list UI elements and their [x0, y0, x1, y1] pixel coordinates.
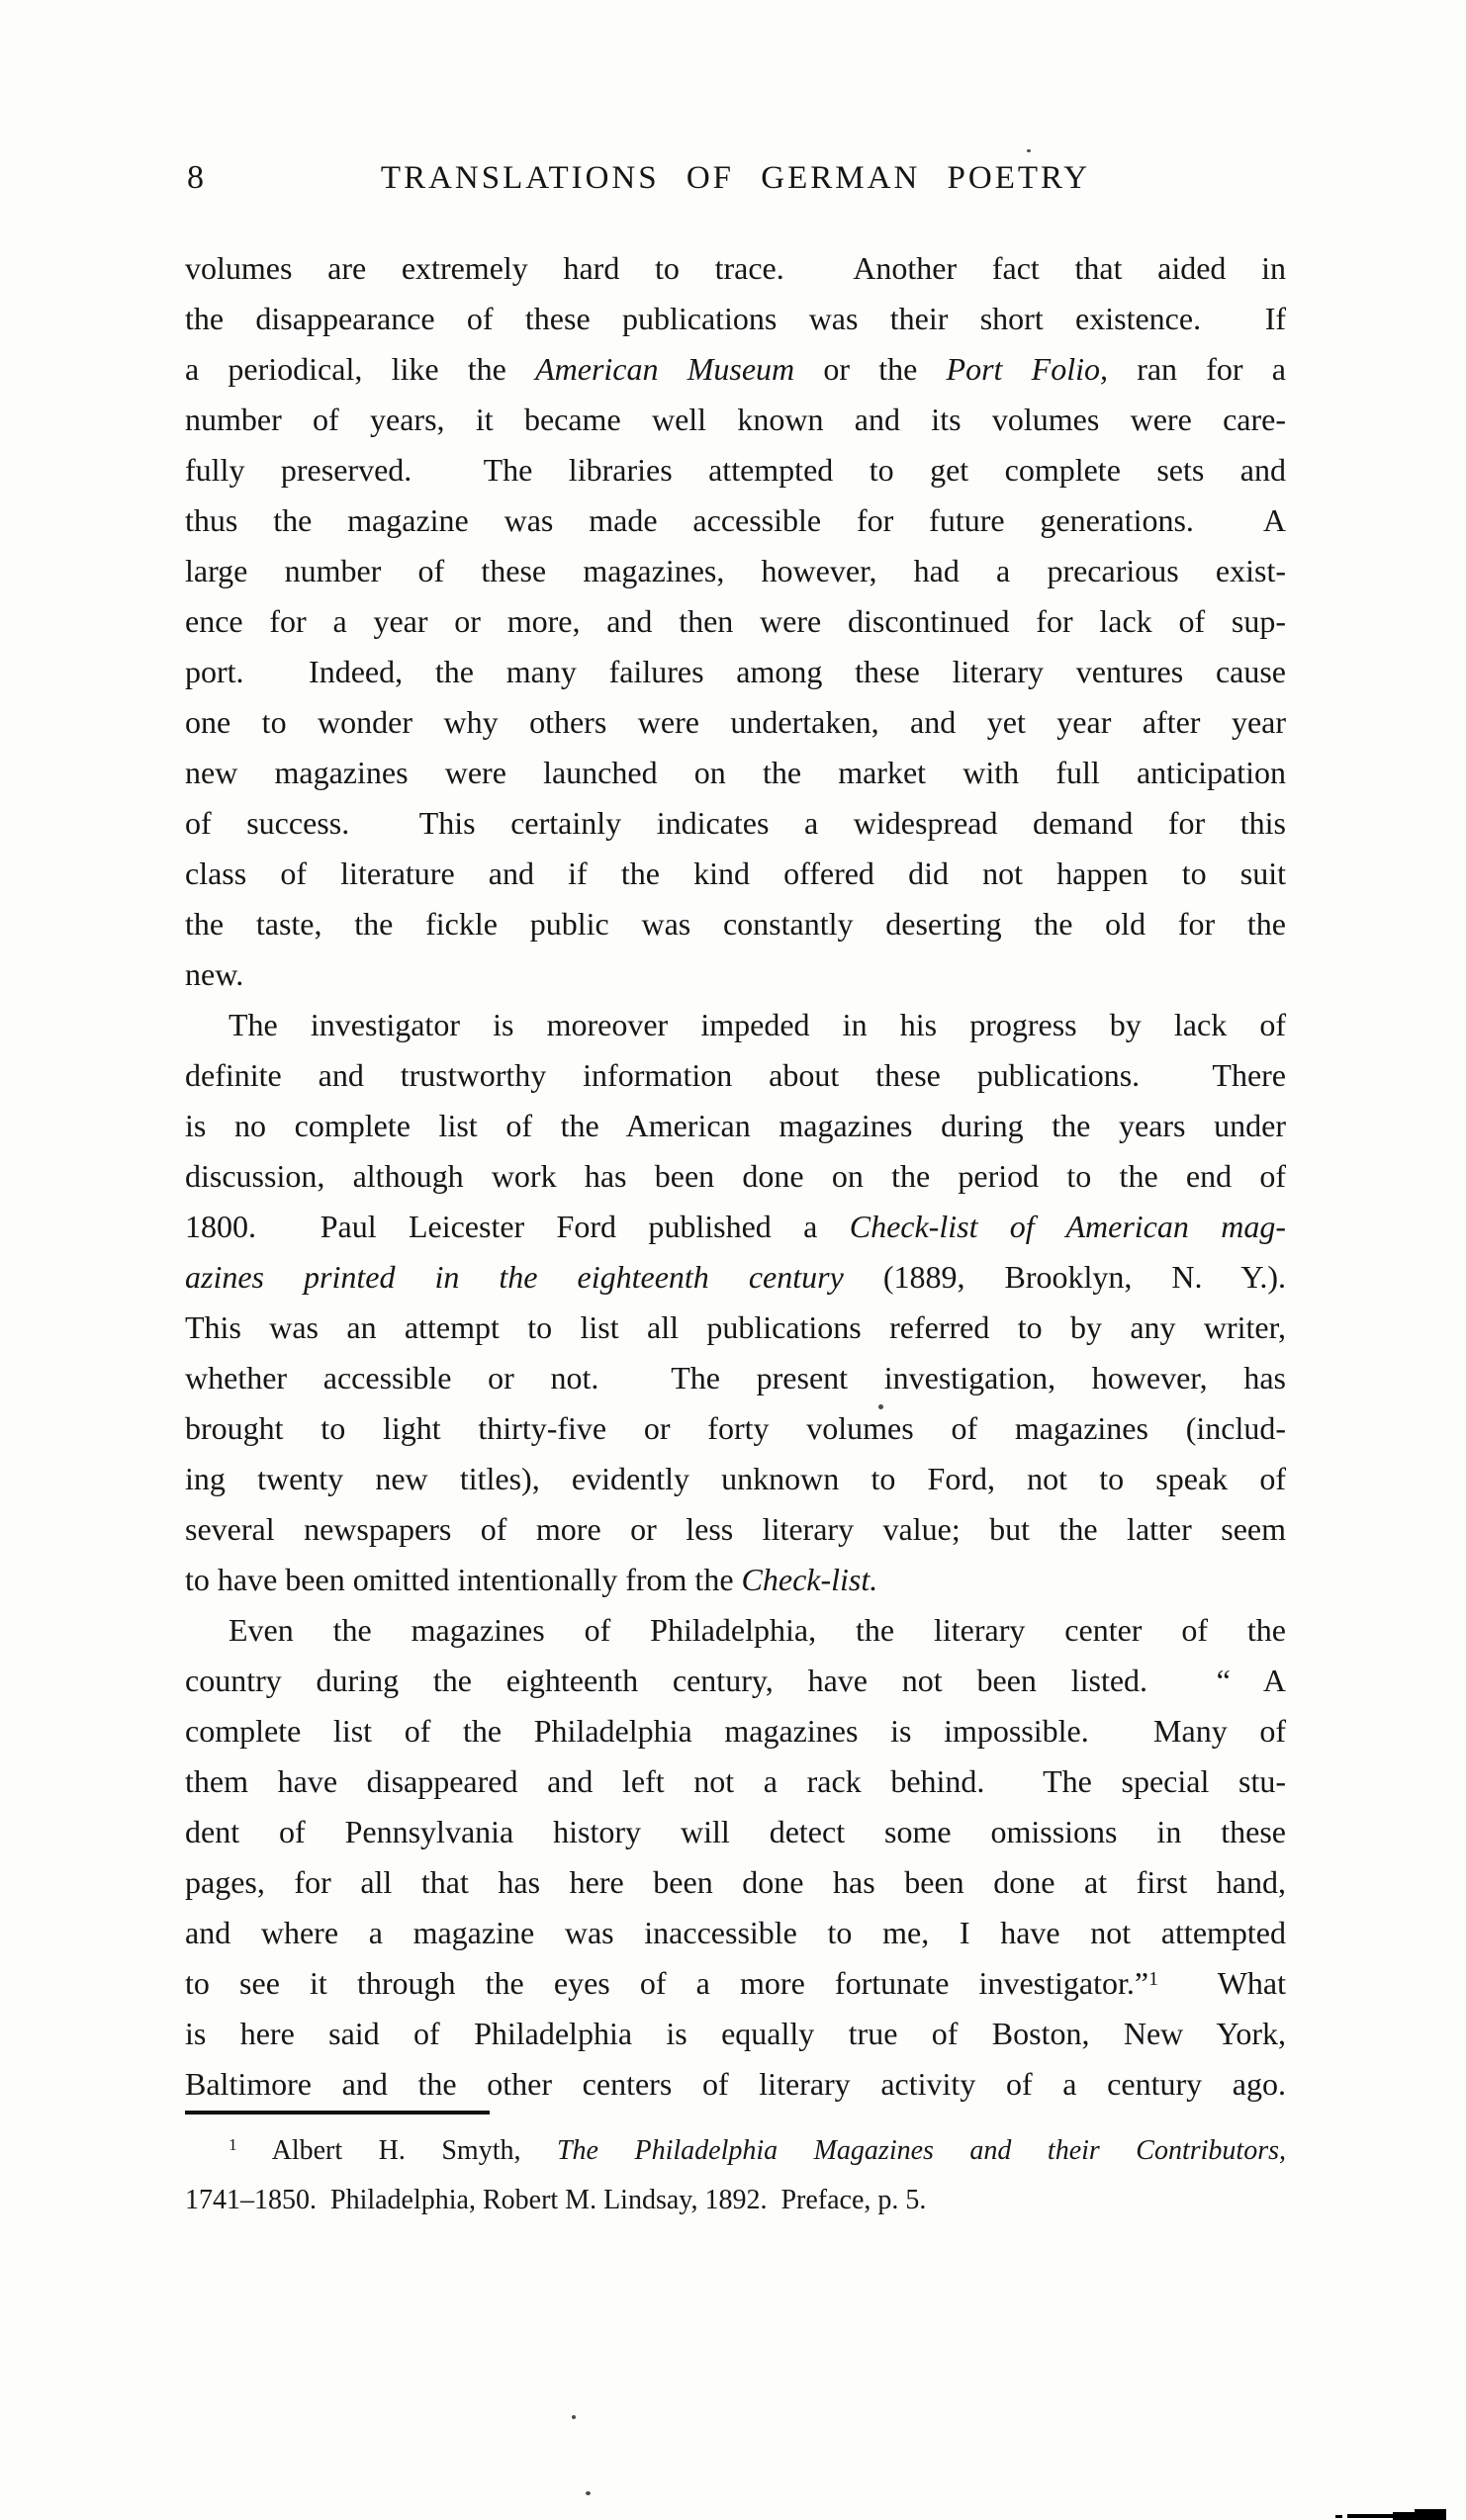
text-line: one to wonder why others were undertaken, and yet year after year [185, 704, 1286, 740]
text-line: $^1$ Albert H. Smyth, The Philadelphia Magazines and their Contributors, [229, 2135, 1286, 2166]
text-line: Even the magazines of Philadelphia, the literary center of the [229, 1612, 1286, 1648]
text-line: dent of Pennsylvania history will detect some omissions in these [185, 1814, 1286, 1849]
text-line: fully preserved. The libraries attempted to get complete sets and [185, 452, 1286, 488]
text-line: thus the magazine was made accessible for future generations. A [185, 502, 1286, 538]
scan-speck [586, 2491, 591, 2495]
text-line: ing twenty new titles), evidently unknown to Ford, not to speak of [185, 1461, 1286, 1496]
text-line: class of literature and if the kind offered did not happen to suit [185, 855, 1286, 891]
text-line: new. [185, 956, 244, 992]
running-header: TRANSLATIONS OF GERMAN POETRY [380, 160, 1091, 196]
footnote-rule [185, 2111, 490, 2115]
text-line: whether accessible or not. The present investigation, however, has [185, 1360, 1286, 1395]
text-line: 1800. Paul Leicester Ford published a Check-list of American mag- [185, 1209, 1287, 1244]
body-text [185, 243, 1286, 2110]
text-line: The investigator is moreover impeded in his progress by lack of [229, 1007, 1286, 1042]
text-line: them have disappeared and left not a rack behind. The special stu- [185, 1763, 1286, 1799]
text-line: number of years, it became well known and its volumes were care- [185, 402, 1286, 437]
text-line: of success. This certainly indicates a widespread demand for this [185, 805, 1286, 841]
footnote [185, 2126, 1286, 2225]
scan-speck [572, 2415, 576, 2419]
text-line: is here said of Philadelphia is equally true of Boston, New York, [185, 2016, 1286, 2051]
text-line: discussion, although work has been done on the period to the end of [185, 1158, 1286, 1194]
text-line: several newspapers of more or less literary value; but the latter seem [185, 1511, 1286, 1547]
scan-edge-artifact [1335, 2515, 1342, 2518]
text-line: ence for a year or more, and then were discontinued for lack of sup- [185, 603, 1286, 639]
text-line: This was an attempt to list all publications referred to by any writer, [185, 1309, 1286, 1345]
scan-speck [1027, 149, 1031, 152]
text-line: pages, for all that has here been done has been done at first hand, [185, 1864, 1286, 1900]
text-line: the disappearance of these publications was their short existence. If [185, 301, 1286, 336]
text-line: port. Indeed, the many failures among these literary ventures cause [185, 654, 1286, 689]
text-line: is no complete list of the American magazines during the years under [185, 1108, 1286, 1143]
text-line: to see it through the eyes of a more fortunate investigator.”$^1$ What [185, 1965, 1287, 2001]
text-line: brought to light thirty-five or forty volumes of magazines (includ- [185, 1410, 1286, 1446]
scan-speck [878, 1404, 883, 1409]
text-line: large number of these magazines, however, had a precarious exist- [185, 553, 1286, 588]
text-line: volumes are extremely hard to trace. Another fact that aided in [185, 250, 1286, 286]
text-line: azines printed in the eighteenth century (1889, Brooklyn, N. Y.). [185, 1259, 1287, 1295]
text-line: country during the eighteenth century, have not been listed. “ A [185, 1663, 1286, 1698]
text-line: new magazines were launched on the market with full anticipation [185, 755, 1286, 790]
text-line: Baltimore and the other centers of literary activity of a century ago. [185, 2066, 1286, 2102]
text-line: the taste, the fickle public was constantly deserting the old for the [185, 906, 1286, 942]
text-line: a periodical, like the American Museum or the Port Folio, ran for a [185, 351, 1287, 387]
text-line: definite and trustworthy information about these publications. There [185, 1057, 1286, 1093]
scan-edge-artifact [1415, 2509, 1446, 2520]
text-line: and where a magazine was inaccessible to me, I have not attempted [185, 1915, 1286, 1950]
page-number: 8 [187, 159, 204, 196]
text-line: to have been omitted intentionally from the Check-list. [185, 1562, 878, 1597]
text-line: 1741–1850. Philadelphia, Robert M. Lindsay, 1892. Preface, p. 5. [185, 2185, 927, 2215]
text-line: complete list of the Philadelphia magazines is impossible. Many of [185, 1713, 1286, 1749]
